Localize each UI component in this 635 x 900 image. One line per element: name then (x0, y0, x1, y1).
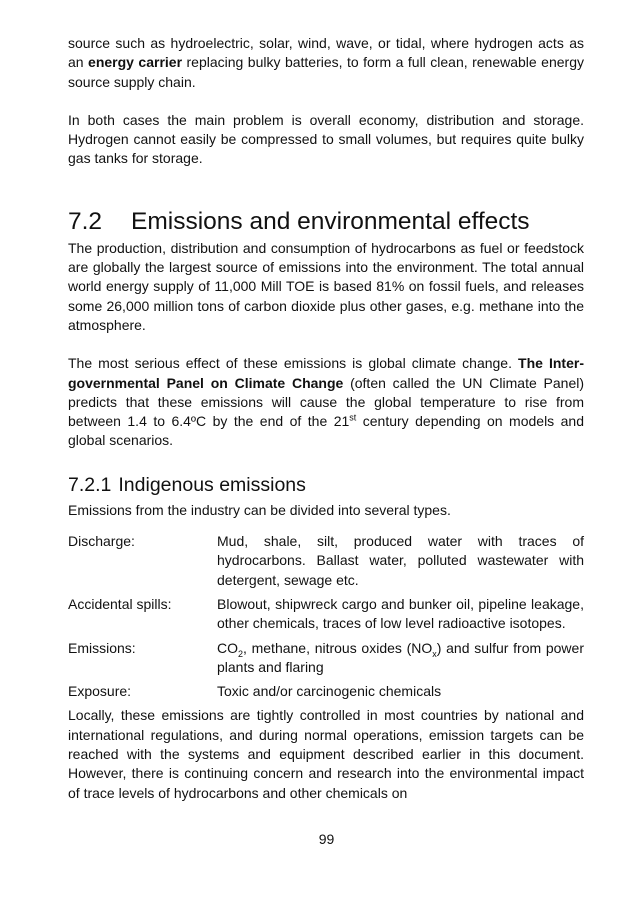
bold-term-ipcc: The Inter-governmental Panel on Climate Change (68, 355, 584, 391)
definition-term: Exposure: (68, 683, 132, 700)
paragraph-text: The most serious effect of these emissions is global climate change. (68, 355, 519, 372)
page-body (68, 34, 584, 803)
subscript: x (432, 648, 437, 659)
definition-row-emissions (68, 639, 584, 678)
subsection-title: Indigenous emissions (118, 473, 306, 496)
definition-description: Blowout, shipwreck cargo and bunker oil, pipeline leakage, other chemicals, traces of low level radioactive isotopes. (217, 595, 584, 632)
definition-description: Mud, shale, silt, produced water with traces of hydrocarbons. Ballast water, polluted wastewater with detergent, sewage etc. (217, 533, 584, 588)
page-number: 99 (318, 831, 335, 847)
section-title: Emissions and environmental effects (131, 207, 530, 235)
ordinal-suffix: st (349, 412, 357, 423)
bold-term-energy-carrier: energy carrier (88, 54, 183, 71)
section-number: 7.2 (68, 207, 103, 235)
paragraph-text: (often called the UN Climate Panel) predicts that these emissions will cause the global temperature to rise from between 1.4 to 6.4ºC by the end of the 21 (68, 374, 584, 430)
definition-term: Emissions: (68, 639, 136, 656)
subsection-number: 7.2.1 (68, 473, 112, 496)
paragraph-climate (68, 354, 584, 450)
paragraph-text: replacing bulky batteries, to form a full clean, renewable energy source supply chain. (68, 54, 584, 90)
definition-description: Toxic and/or carcinogenic chemicals (217, 683, 442, 700)
definition-term: Discharge: (68, 533, 135, 550)
subsection-heading (68, 473, 584, 497)
section-heading (68, 207, 584, 237)
definition-description (217, 639, 584, 678)
definition-row-exposure (68, 682, 584, 701)
paragraph-intro: Emissions from the industry can be divided into several types. (68, 501, 451, 518)
definition-text: CO (217, 639, 238, 656)
definition-text: ) and sulfur from power plants and flaring (217, 639, 584, 675)
definition-term: Accidental spills: (68, 595, 172, 612)
paragraph-text: source such as hydroelectric, solar, wind, wave, or tidal, where hydrogen acts as an (68, 35, 584, 71)
paragraph-locally: Locally, these emissions are tightly controlled in most countries by national and international regulations, and during normal operations, emission targets can be reached with the systems and equipment described earlier in this document. However, there is continuing concern and research into the environmental impact of trace levels of hydrocarbons and other chemicals on (68, 707, 584, 801)
paragraph-text: century depending on models and global scenarios. (68, 413, 585, 449)
subscript: 2 (238, 648, 244, 659)
definition-text: , methane, nitrous oxides (NO (243, 639, 433, 656)
definition-row-spills (68, 595, 584, 634)
paragraph-storage: In both cases the main problem is overall economy, distribution and storage. Hydrogen cannot easily be compressed to small volumes, but requires quite bulky gas tanks for storage. (68, 111, 584, 167)
definition-row-discharge (68, 532, 584, 590)
definition-list (68, 532, 584, 701)
paragraph-production: The production, distribution and consumption of hydrocarbons as fuel or feedstock are globally the largest source of emissions into the environment. The total annual world energy supply of 11,000 Mill TOE is based 81% on fossil fuels, and releases some 26,000 million tons of carbon dioxide plus other gases, e.g. methane into the atmosphere. (68, 239, 584, 333)
paragraph-carryover (68, 34, 584, 92)
